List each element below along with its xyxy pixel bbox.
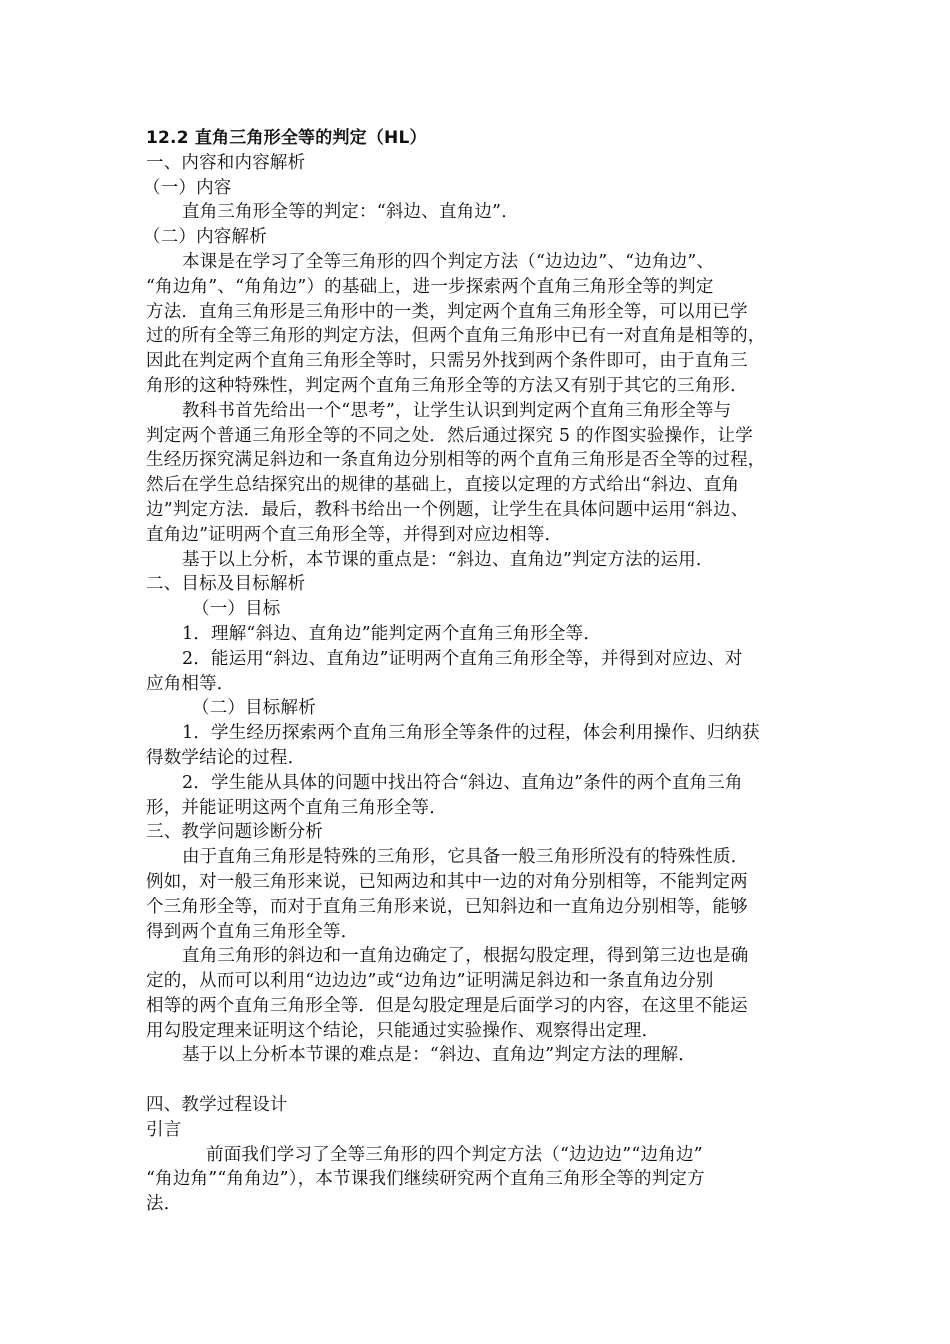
subheading-content: （一）内容 [143,177,232,198]
subheading-content-analysis: （二）内容解析 [143,227,267,248]
analysis-item: 2．学生能从具体的问题中找出符合“斜边、直角边”条件的两个直角三角 [182,772,743,793]
paragraph-line: 相等的两个直角三角形全等．但是勾股定理是后面学习的内容，在这里不能运 [146,995,748,1016]
paragraph-line: 个三角形全等，而对于直角三角形来说，已知斜边和一直角边分别相等，能够 [146,896,748,917]
subheading-goal-analysis: （二）目标解析 [192,698,316,719]
paragraph-line: 方法．直角三角形是三角形中的一类，判定两个直角三角形全等，可以用已学 [146,301,748,322]
section-heading-3: 三、教学问题诊断分析 [146,822,323,843]
intro-label: 引言 [146,1119,182,1140]
section-heading-4: 四、教学过程设计 [146,1095,288,1116]
paragraph-line: 用勾股定理来证明这个结论，只能通过实验操作、观察得出定理． [146,1020,660,1041]
paragraph-line: 例如，对一般三角形来说，已知两边和其中一边的对角分别相等，不能判定两 [146,871,748,892]
analysis-item-cont: 形，并能证明这两个直角三角形全等． [146,797,447,818]
document-title: 12.2 直角三角形全等的判定（HL） [146,128,427,148]
paragraph-line: 本课是在学习了全等三角形的四个判定方法（“边边边”、“边角边”、 [182,251,715,272]
paragraph-line: 由于直角三角形是特殊的三角形，它具备一般三角形所没有的特殊性质． [182,847,749,868]
paragraph-line: 得到两个直角三角形全等． [146,921,359,942]
paragraph-line: 直角边”证明两个直三角形全等，并得到对应边相等． [146,524,563,545]
subheading-goals: （一）目标 [192,599,281,620]
content-text: 直角三角形全等的判定：“斜边、直角边”． [182,202,519,223]
section-heading-2: 二、目标及目标解析 [146,574,306,595]
section-heading-1: 一、内容和内容解析 [146,152,306,173]
key-point-text: 基于以上分析，本节课的重点是：“斜边、直角边”判定方法的运用． [182,549,714,570]
paragraph-line: 教科书首先给出一个“思考”，让学生认识到判定两个直角三角形全等与 [182,400,732,421]
goal-item: 1．理解“斜边、直角边”能判定两个直角三角形全等． [182,623,602,644]
paragraph-line: 生经历探究满足斜边和一条直角边分别相等的两个直角三角形是否全等的过程， [146,450,766,471]
paragraph-line: 过的所有全等三角形的判定方法，但两个直角三角形中已有一对直角是相等的， [146,326,766,347]
paragraph-line: 前面我们学习了全等三角形的四个判定方法（“边边边”“边角边” [206,1144,703,1165]
difficulty-text: 基于以上分析本节课的难点是：“斜边、直角边”判定方法的理解． [182,1045,696,1066]
paragraph-line: “角边角”、“角角边”）的基础上，进一步探索两个直角三角形全等的判定 [146,276,714,297]
paragraph-line: 直角三角形的斜边和一直角边确定了，根据勾股定理，得到第三边也是确 [182,946,749,967]
blank-line [146,1068,808,1093]
paragraph-line: 判定两个普通三角形全等的不同之处．然后通过探究 5 的作图实验操作，让学 [146,425,753,446]
goal-item-cont: 应角相等． [146,673,235,694]
analysis-item: 1．学生经历探索两个直角三角形全等条件的过程，体会利用操作、归纳获 [182,723,760,744]
paragraph-line: 法． [146,1194,182,1215]
paragraph-line: 定的，从而可以利用“边边边”或“边角边”证明满足斜边和一条直角边分别 [146,971,714,992]
paragraph-line: 边”判定方法．最后，教科书给出一个例题，让学生在具体问题中运用“斜边、 [146,499,749,520]
paragraph-line: “角边角”“角角边”），本节课我们继续研究两个直角三角形全等的判定方 [146,1169,705,1190]
analysis-item-cont: 得数学结论的过程． [146,747,306,768]
paragraph-line: 因此在判定两个直角三角形全等时，只需另外找到两个条件即可，由于直角三 [146,351,748,372]
paragraph-line: 然后在学生总结探究出的规律的基础上，直接以定理的方式给出“斜边、直角 [146,475,740,496]
goal-item: 2．能运用“斜边、直角边”证明两个直角三角形全等，并得到对应边、对 [182,648,743,669]
paragraph-line: 角形的这种特殊性，判定两个直角三角形全等的方法又有别于其它的三角形． [146,375,748,396]
document-page [143,126,808,1217]
